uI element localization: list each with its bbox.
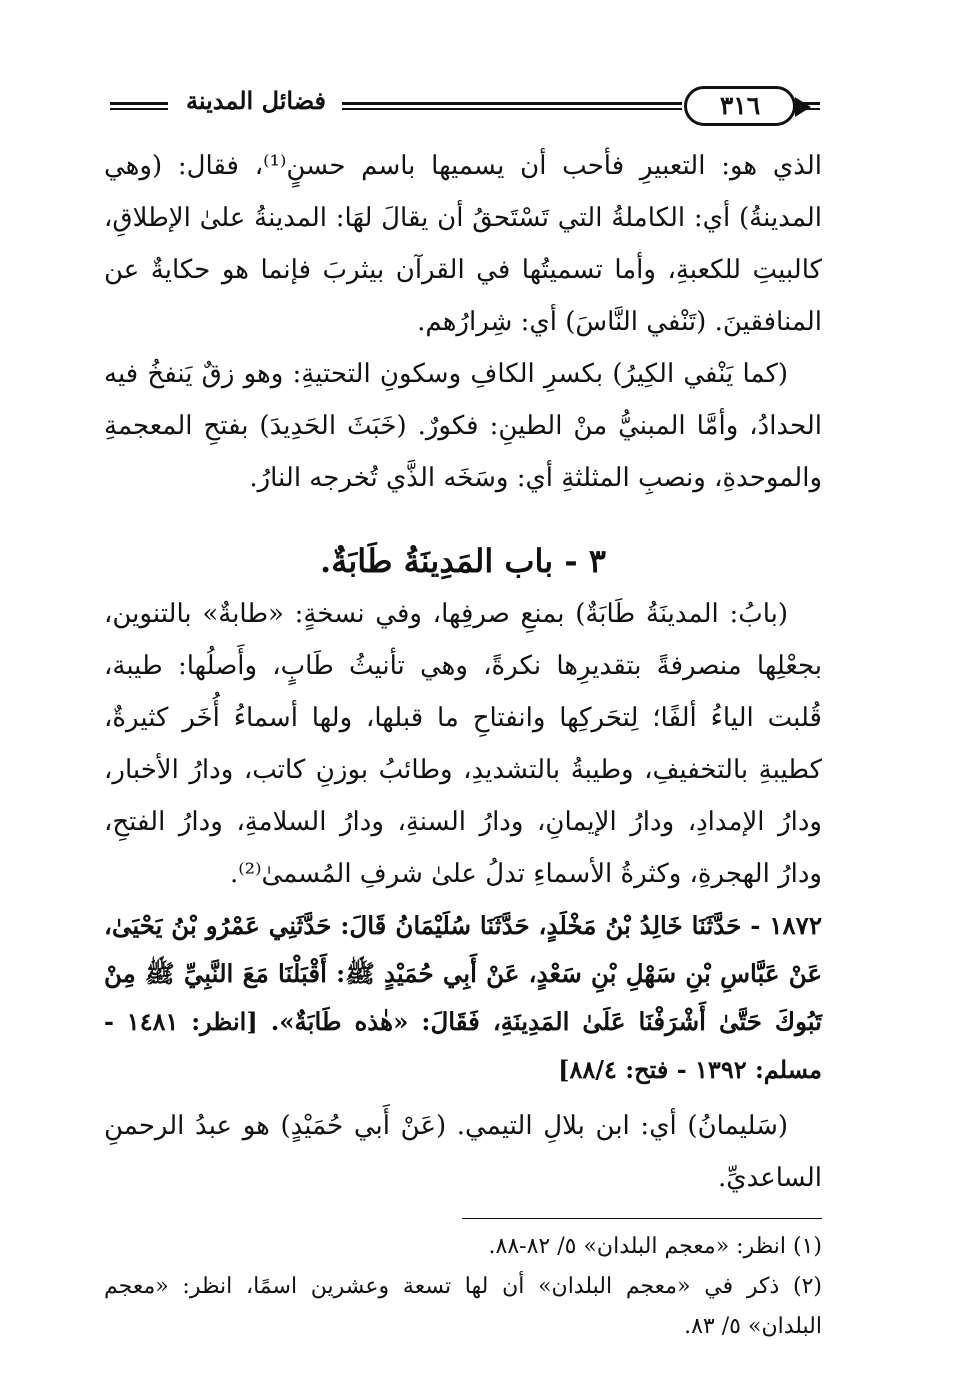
footnote: (٢) ذكر في «معجم البلدان» أن لها تسعة وعشرين اسمًا، انظر: «معجم البلدان» ٥/ ٨٣. bbox=[104, 1274, 822, 1339]
paragraph: (سَليمانُ) أي: ابن بلالِ التيمي. (عَنْ أَبي حُمَيْدٍ) هو عبدُ الرحمنِ الساعديِّ. bbox=[104, 1111, 822, 1193]
running-title: فضائل المدينة bbox=[185, 86, 327, 115]
hadith-body: ١٨٧٢ - حَدَّثَنَا خَالِدُ بْنُ مَخْلَدٍ، حَدَّثَنَا سُلَيْمَانُ قَالَ: حَدَّثَنِي عَمْرُو بْنُ يَحْيَىٰ، عَنْ عَبَّاسِ بْنِ سَهْلِ بْنِ سَعْدٍ، عَنْ أَبِي حُمَيْدٍ ﷺ: أَقْبَلْنَا مَعَ النَّبِيِّ ﷺ مِنْ تَبُوكَ حَتَّىٰ أَشْرَفْنَا عَلَىٰ المَدِينَةِ، فَقَالَ: «هٰذه طَابَةٌ». bbox=[104, 911, 822, 1036]
section-heading: ٣ - باب المَدِينَةُ طَابَةٌ. bbox=[320, 542, 606, 580]
footnotes bbox=[104, 1227, 822, 1347]
footnote: (١) انظر: «معجم البلدان» ٥/ ٨٢-٨٨. bbox=[488, 1234, 822, 1259]
footnote-separator bbox=[462, 1218, 822, 1219]
header-rule bbox=[110, 102, 168, 110]
paragraph: (بابُ: المدينَةُ طَابَةٌ) بمنعِ صرفِها، وفي نسخةٍ: «طابةٌ» بالتنوين، بجعْلِها منصرفةً بتقديرِها نكرةً، وهي تأنيثُ طَابٍ، وأَصلُها: طيبة، قُلبت الياءُ ألفًا؛ لِتحَركِها وانفتاحِ ما قبلها، ولها أسماءُ أُخَر كثيرةٌ، كطيبةِ بالتخفيفِ، وطيبةُ بالتشديدِ، وطائبُ بوزنِ كاتب، ودارُ الأخبار، ودارُ الإمدادِ، ودارُ الإيمانِ، ودارُ السنةِ، ودارُ السلامةِ، ودارُ الفتحِ، ودارُ الهجرةِ، وكثرةُ الأسماءِ تدلُ علىٰ شرفِ المُسمىٰ⁽²⁾. bbox=[104, 599, 822, 889]
paragraph: الذي هو: التعبيرِ فأحب أن يسميها باسم حسنٍ⁽¹⁾، فقال: (وهي المدينةُ) أي: الكاملةُ التي تَسْتَحقُ أن يقالَ لهَا: المدينةُ علىٰ الإطلاقِ، كالبيتِ للكعبةِ، وأما تسميتُها في القرآن بيثربَ فإنما هو حكايةٌ عن المنافقينَ. (تَنْفي النَّاسَ) أي: شِرارُهم. bbox=[104, 151, 822, 337]
paragraph: (كما يَنْفي الكِيرُ) بكسرِ الكافِ وسكونِ التحتيةِ: وهو زقٌ يَنفخُ فيه الحدادُ، وأمَّا المبنيُّ منْ الطينِ: فكورٌ. (خَبَثَ الحَدِيدَ) بفتحِ المعجمةِ والموحدةِ، ونصبِ المثلثةِ أي: وسَخَه الذَّي تُخرجه النارُ. bbox=[104, 359, 822, 493]
running-header bbox=[104, 78, 822, 140]
book-page bbox=[104, 78, 822, 1339]
header-rule bbox=[794, 102, 820, 110]
hadith-reference: [انظر: ١٤٨١ - مسلم: ١٣٩٢ - فتح: ٨٨/٤] bbox=[104, 1007, 822, 1084]
header-rule bbox=[342, 102, 682, 110]
page-number: ٣١٦ bbox=[684, 86, 796, 126]
hadith-text bbox=[104, 902, 822, 1094]
